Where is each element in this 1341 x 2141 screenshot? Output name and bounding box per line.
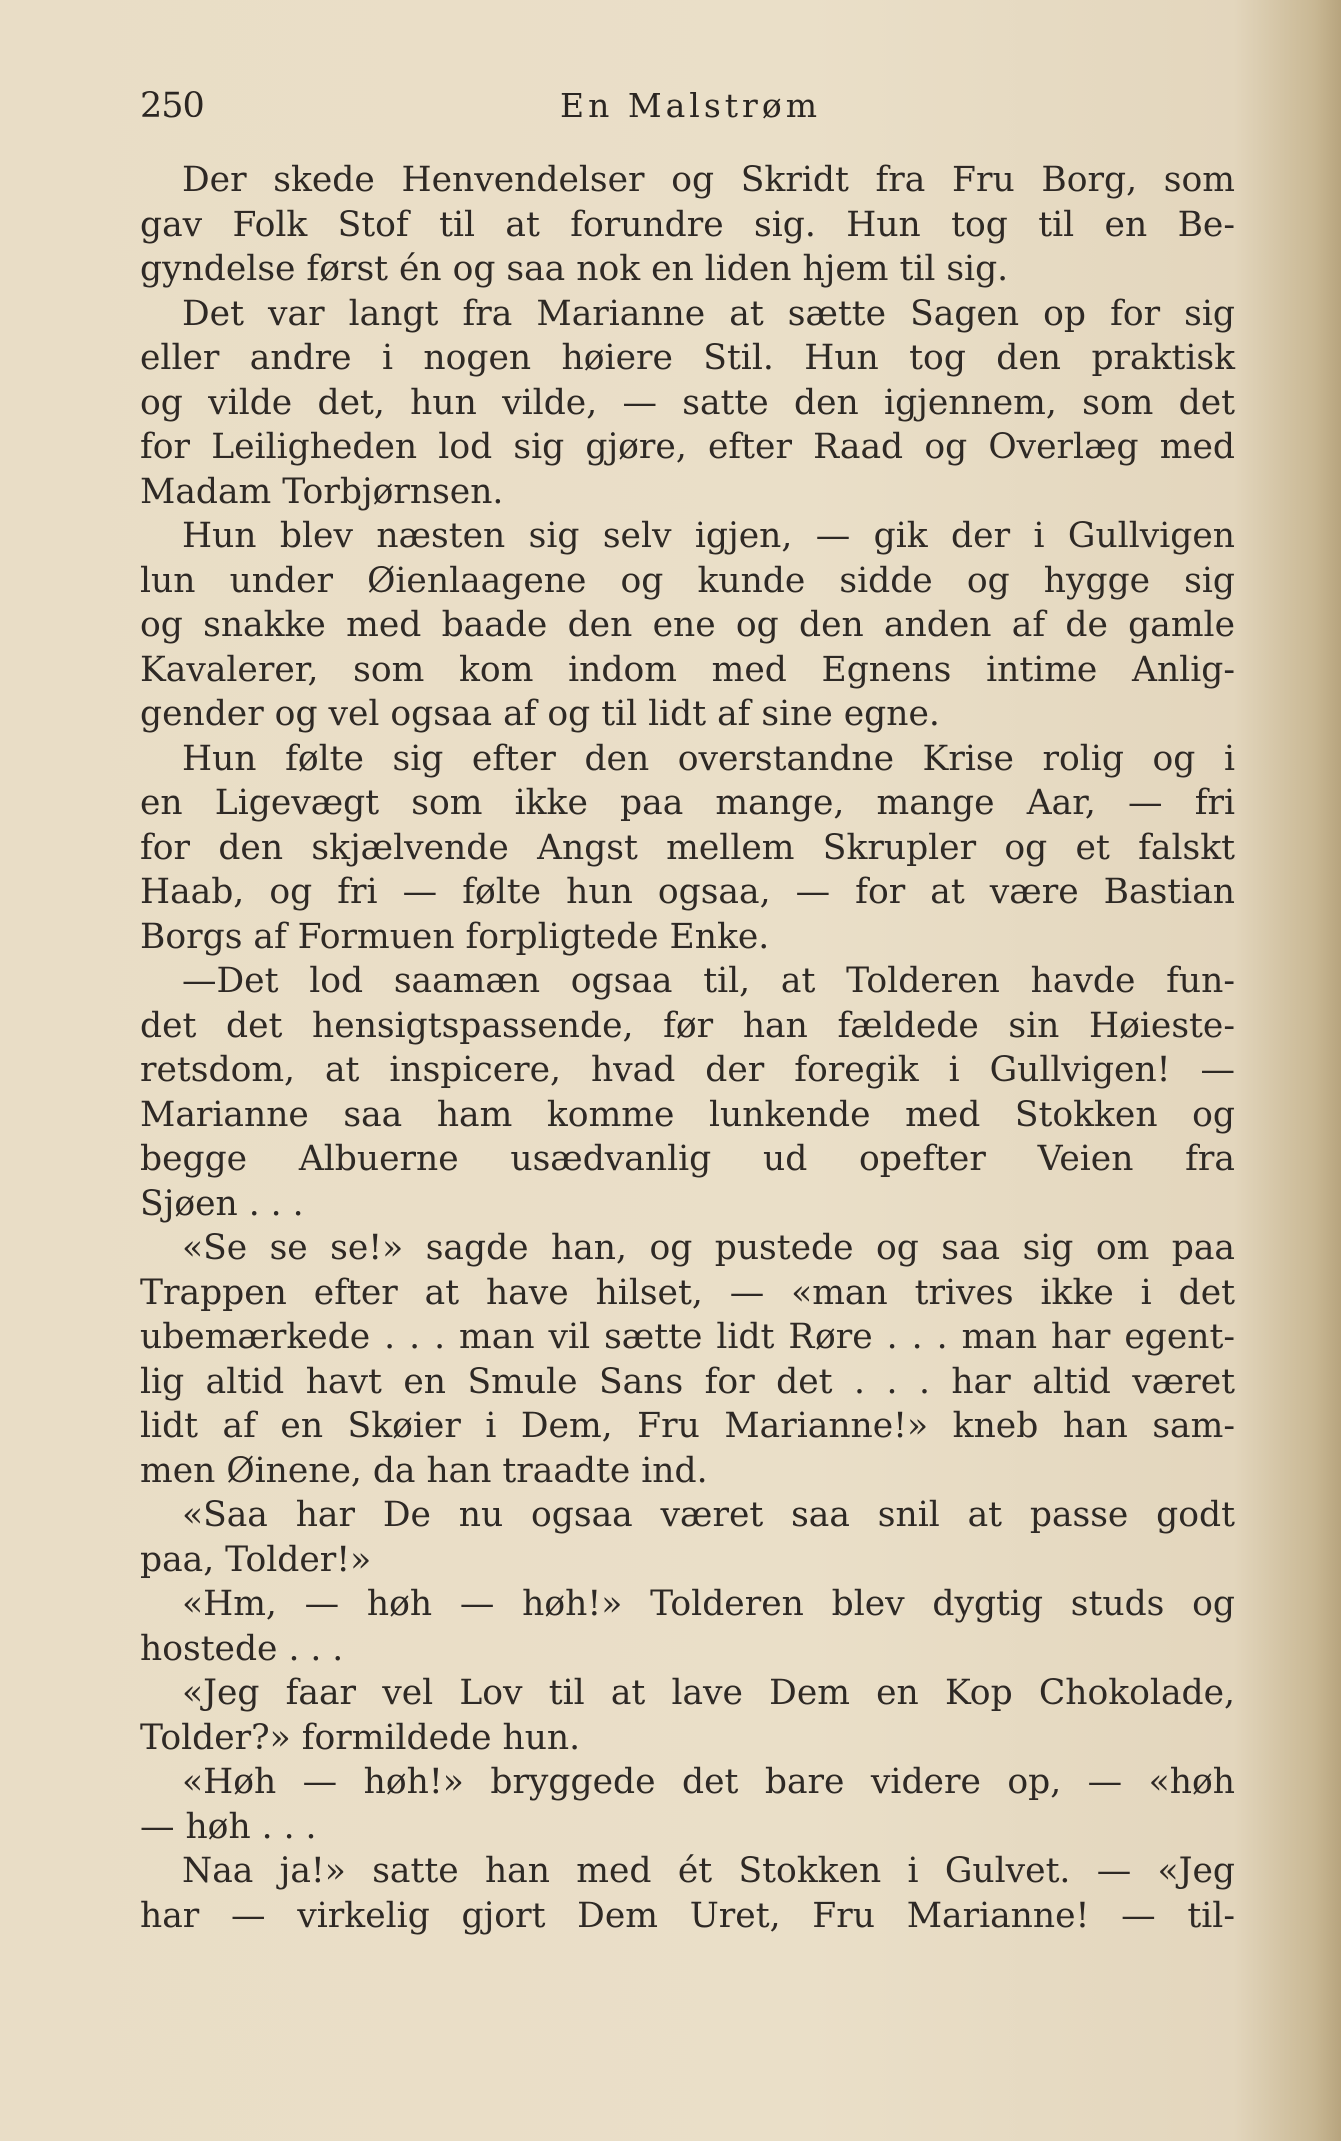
- page-number: 250: [140, 86, 204, 126]
- text-line: gav Folk Stof til at forundre sig. Hun tog til en Be-: [140, 204, 1235, 245]
- text-line: «Jeg faar vel Lov til at lave Dem en Kop Chokolade,: [182, 1673, 1235, 1713]
- text-line: paa, Tolder!»: [140, 1539, 372, 1580]
- text-line: Borgs af Formuen forpligtede Enke.: [140, 916, 770, 957]
- text-line: ubemærkede . . . man vil sætte lidt Røre . . . man har egent-: [140, 1317, 1235, 1357]
- text-line: Hun blev næsten sig selv igjen, — gik der i Gullvigen: [182, 516, 1235, 556]
- running-title: En Malstrøm: [560, 86, 821, 125]
- text-line: eller andre i nogen høiere Stil. Hun tog den praktisk: [140, 338, 1235, 378]
- text-line: Naa ja!» satte han med ét Stokken i Gulvet. — «Jeg: [182, 1851, 1235, 1891]
- text-line: det det hensigtspassende, før han fældede sin Høieste-: [140, 1005, 1235, 1046]
- text-line: Det var langt fra Marianne at sætte Sagen op for sig: [182, 293, 1235, 334]
- text-line: Trappen efter at have hilset, — «man trives ikke i det: [140, 1272, 1235, 1313]
- body-text: [140, 158, 1235, 1938]
- text-line: — høh . . .: [140, 1806, 317, 1847]
- text-line: Sjøen . . .: [140, 1183, 304, 1224]
- text-line: men Øinene, da han traadte ind.: [140, 1450, 708, 1491]
- text-line: begge Albuerne usædvanlig ud opefter Veien fra: [140, 1139, 1235, 1179]
- text-line: gyndelse først én og saa nok en liden hjem til sig.: [140, 249, 1009, 289]
- page-header: [140, 86, 1235, 142]
- text-line: lun under Øienlaagene og kunde sidde og hygge sig: [140, 560, 1235, 601]
- text-line: Haab, og fri — følte hun ogsaa, — for at være Bastian: [140, 872, 1235, 912]
- text-line: Der skede Henvendelser og Skridt fra Fru Borg, som: [182, 160, 1235, 200]
- text-line: en Ligevægt som ikke paa mange, mange Aar, — fri: [140, 783, 1235, 823]
- text-line: og vilde det, hun vilde, — satte den igjennem, som det: [140, 382, 1235, 423]
- text-line: «Hm, — høh — høh!» Tolderen blev dygtig studs og: [182, 1584, 1235, 1624]
- text-line: har — virkelig gjort Dem Uret, Fru Marianne! — til-: [140, 1895, 1235, 1936]
- text-line: —Det lod saamæn ogsaa til, at Tolderen havde fun-: [182, 961, 1235, 1001]
- text-line: og snakke med baade den ene og den anden af de gamle: [140, 605, 1235, 645]
- text-line: «Saa har De nu ogsaa været saa snil at passe godt: [182, 1495, 1235, 1535]
- text-line: retsdom, at inspicere, hvad der foregik i Gullvigen! —: [140, 1050, 1235, 1090]
- text-line: Kavalerer, som kom indom med Egnens intime Anlig-: [140, 649, 1235, 690]
- text-line: «Se se se!» sagde han, og pustede og saa sig om paa: [182, 1228, 1235, 1268]
- text-line: for den skjælvende Angst mellem Skrupler og et falskt: [140, 827, 1235, 868]
- text-line: Tolder?» formildede hun.: [140, 1717, 581, 1758]
- text-line: «Høh — høh!» bryggede det bare videre op, — «høh: [182, 1762, 1235, 1802]
- text-line: lig altid havt en Smule Sans for det . . . har altid været: [140, 1361, 1235, 1402]
- text-line: gender og vel ogsaa af og til lidt af sine egne.: [140, 694, 940, 734]
- text-line: hostede . . .: [140, 1628, 344, 1669]
- text-line: lidt af en Skøier i Dem, Fru Marianne!» kneb han sam-: [140, 1406, 1235, 1446]
- text-line: Marianne saa ham komme lunkende med Stokken og: [140, 1094, 1235, 1135]
- text-line: Hun følte sig efter den overstandne Krise rolig og i: [182, 738, 1235, 779]
- text-line: for Leiligheden lod sig gjøre, efter Raad og Overlæg med: [140, 427, 1235, 467]
- text-line: Madam Torbjørnsen.: [140, 471, 504, 512]
